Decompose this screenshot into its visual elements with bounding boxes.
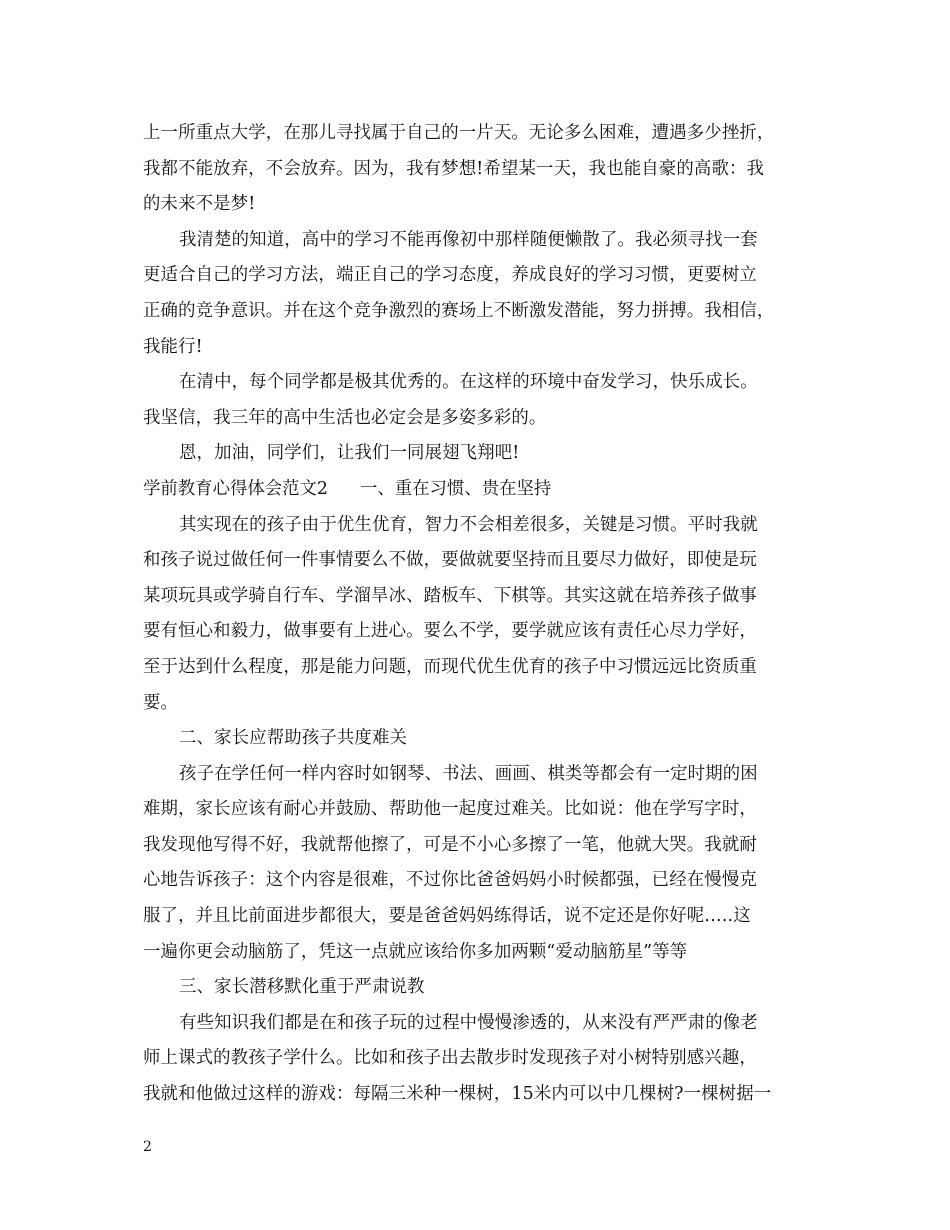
text-line: 一遍你更会动脑筋了，凭这一点就应该给你多加两颗“爱动脑筋星”等等	[143, 941, 688, 962]
text-line: 有些知识我们都是在和孩子玩的过程中慢慢渗透的，从来没有严严肃的像老	[179, 1012, 758, 1033]
text-line: 在清中，每个同学都是极其优秀的。在这样的环境中奋发学习，快乐成长。	[179, 372, 758, 393]
text-line: 恩，加油，同学们，让我们一同展翅飞翔吧!	[179, 443, 520, 464]
text-line: 三、家长潜移默化重于严肃说教	[179, 977, 425, 998]
heading-spacer	[328, 472, 360, 508]
paragraph-block-essay-end	[143, 116, 815, 472]
article-title: 学前教育心得体会范文2	[143, 478, 328, 499]
text-line: 其实现在的孩子由于优生优育，智力不会相差很多，关键是习惯。平时我就	[179, 514, 758, 535]
text-line: 师上课式的教孩子学什么。比如和孩子出去散步时发现孩子对小树特别感兴趣，	[143, 1048, 757, 1069]
text-line: 孩子在学任何一样内容时如钢琴、书法、画画、棋类等都会有一定时期的困	[179, 763, 758, 784]
text-line: 至于达到什么程度，那是能力问题，而现代优生优育的孩子中习惯远远比资质重	[143, 656, 757, 677]
text-line: 我都不能放弃，不会放弃。因为，我有梦想!希望某一天，我也能自豪的高歌：我	[143, 158, 765, 179]
text-line: 难期，家长应该有耐心并鼓励、帮助他一起度过难关。比如说：他在学写字时，	[143, 799, 757, 820]
text-line: 二、家长应帮助孩子共度难关	[179, 728, 408, 749]
text-line: 我坚信，我三年的高中生活也必定会是多姿多彩的。	[143, 407, 547, 428]
text-line: 更适合自己的学习方法，端正自己的学习态度，养成良好的学习习惯，更要树立	[143, 265, 757, 286]
document-body	[143, 116, 815, 1113]
text-line: 某项玩具或学骑自行车、学溜旱冰、踏板车、下棋等。其实这就在培养孩子做事	[143, 585, 757, 606]
text-line: 我能行!	[143, 336, 203, 357]
text-line: 我就和他做过这样的游戏：每隔三米种一棵树，15米内可以中几棵树?一棵树据一	[143, 1084, 772, 1105]
paragraph-block-article	[143, 508, 815, 1113]
section-heading-1: 一、重在习惯、贵在坚持	[359, 478, 552, 499]
page-number: 2	[143, 1139, 152, 1155]
text-line: 的未来不是梦!	[143, 194, 256, 215]
text-line: 正确的竞争意识。并在这个竞争激烈的赛场上不断激发潜能，努力拼搏。我相信，	[143, 300, 775, 321]
article-heading-row	[143, 472, 815, 508]
text-line: 我发现他写得不好，我就帮他擦了，可是不小心多擦了一笔，他就大哭。我就耐	[143, 834, 757, 855]
text-line: 心地告诉孩子：这个内容是很难，不过你比爸爸妈妈小时候都强，已经在慢慢克	[143, 870, 757, 891]
text-line: 服了，并且比前面进步都很大，要是爸爸妈妈练得话，说不定还是你好呢…..这	[143, 906, 751, 927]
text-line: 要。	[143, 692, 179, 713]
text-line: 和孩子说过做任何一件事情要么不做，要做就要坚持而且要尽力做好，即使是玩	[143, 550, 757, 571]
text-line: 我清楚的知道，高中的学习不能再像初中那样随便懒散了。我必须寻找一套	[179, 229, 758, 250]
text-line: 要有恒心和毅力，做事要有上进心。要么不学，要学就应该有责任心尽力学好，	[143, 621, 757, 642]
text-line: 上一所重点大学，在那儿寻找属于自己的一片天。无论多么困难，遭遇多少挫折，	[143, 123, 775, 143]
